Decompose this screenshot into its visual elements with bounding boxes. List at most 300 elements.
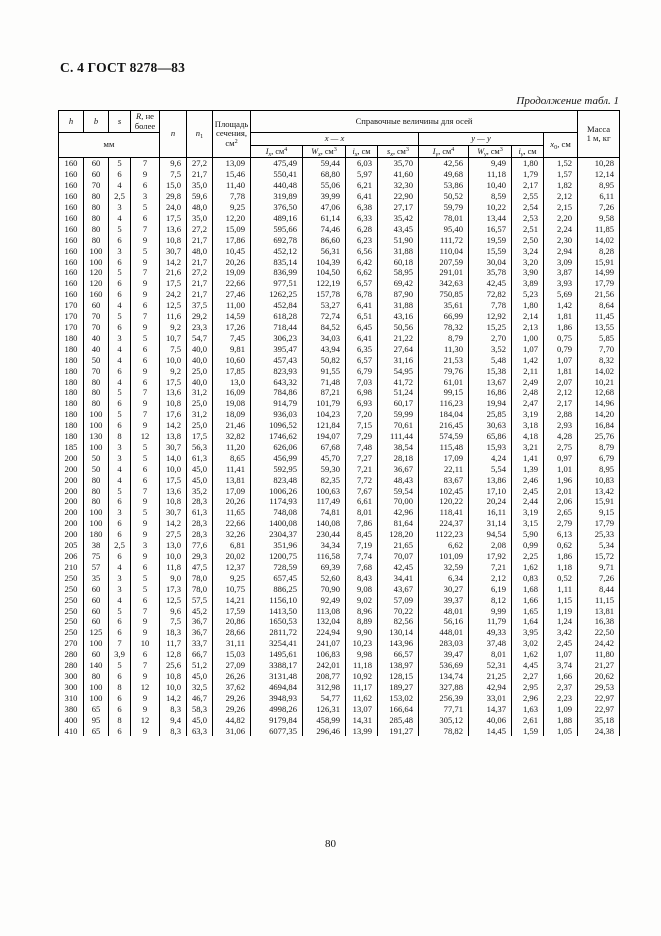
cell-12: 5,48 [469, 355, 512, 366]
table-row [59, 507, 620, 518]
cell-2: 6 [109, 235, 131, 246]
cell-4: 10,7 [160, 333, 187, 344]
cell-10: 69,42 [378, 278, 419, 289]
table-row [59, 496, 620, 507]
cell-7: 376,50 [251, 202, 303, 213]
cell-10: 189,27 [378, 682, 419, 693]
cell-7: 657,45 [251, 573, 303, 584]
cell-2: 3 [109, 442, 131, 453]
cell-3: 6 [131, 649, 160, 660]
cell-9: 10,92 [346, 671, 378, 682]
col-header-iy-moment: $I_y$, $см^4$ [419, 145, 469, 158]
cell-4: 18,3 [160, 627, 187, 638]
cell-0: 185 [64, 441, 78, 452]
cell-11: 256,39 [419, 693, 469, 704]
cell-6: 32,82 [213, 431, 251, 442]
cell-14: 3,93 [544, 278, 578, 289]
cell-3: 9 [131, 289, 160, 300]
cell-12: 31,14 [469, 518, 512, 529]
table-row [59, 595, 620, 606]
cell-7: 319,89 [251, 191, 303, 202]
cell-0: 210 [64, 561, 78, 572]
cell-6: 15,46 [213, 169, 251, 180]
cell-11: 574,59 [419, 431, 469, 442]
cell-3: 9 [131, 693, 160, 704]
cell-2: 5 [109, 409, 131, 420]
cell-13: 3,90 [512, 267, 544, 278]
cell-2: 4 [109, 562, 131, 573]
cell-13: 2,61 [512, 715, 544, 726]
cell-2: 5 [109, 311, 131, 322]
cell-15: 10,28 [578, 158, 620, 169]
cell-9: 6,62 [346, 267, 378, 278]
cell-0: 160 [64, 212, 78, 223]
cell-6: 19,08 [213, 398, 251, 409]
cell-3: 10 [131, 638, 160, 649]
cell-0: 270 [64, 638, 78, 649]
cell-5: 21,7 [187, 257, 213, 268]
table-row [59, 616, 620, 627]
cell-4: 17,5 [160, 377, 187, 388]
cell-9: 6,57 [346, 278, 378, 289]
cell-9: 6,41 [346, 300, 378, 311]
cell-0: 380 [64, 703, 78, 714]
cell-15: 25,76 [578, 431, 620, 442]
cell-6: 27,46 [213, 289, 251, 300]
cell-7: 456,99 [251, 453, 303, 464]
table-row [59, 409, 620, 420]
cell-14: 3,74 [544, 660, 578, 671]
cell-0: 280 [64, 660, 78, 671]
col-header-b: b [84, 111, 109, 133]
cell-15: 12,14 [578, 169, 620, 180]
cell-8: 132,04 [303, 616, 346, 627]
cell-6: 20,26 [213, 496, 251, 507]
cell-9: 13,99 [346, 726, 378, 737]
cell-3: 9 [131, 496, 160, 507]
cell-11: 536,69 [419, 660, 469, 671]
cell-3: 7 [131, 606, 160, 617]
cell-12: 8,01 [469, 649, 512, 660]
cell-2: 5 [109, 660, 131, 671]
cell-2: 3,9 [109, 649, 131, 660]
cell-14: 0,79 [544, 344, 578, 355]
cell-5: 45,0 [187, 464, 213, 475]
cell-9: 11,18 [346, 660, 378, 671]
cell-1: 100 [84, 638, 109, 649]
cell-12: 42,94 [469, 682, 512, 693]
cell-15: 13,81 [578, 606, 620, 617]
cell-15: 8,28 [578, 246, 620, 257]
cell-8: 84,52 [303, 322, 346, 333]
cell-5: 45,0 [187, 475, 213, 486]
cell-11: 42,56 [419, 158, 469, 169]
cell-15: 15,91 [578, 257, 620, 268]
cell-0: 180 [64, 332, 78, 343]
cell-1: 80 [84, 496, 109, 507]
cell-12: 25,85 [469, 409, 512, 420]
cell-1: 100 [84, 257, 109, 268]
cell-8: 71,48 [303, 377, 346, 388]
cell-14: 2,37 [544, 682, 578, 693]
cell-6: 17,85 [213, 366, 251, 377]
cell-12: 16,57 [469, 224, 512, 235]
cell-6: 9,25 [213, 202, 251, 213]
cell-8: 121,84 [303, 420, 346, 431]
cell-11: 11,30 [419, 344, 469, 355]
cell-5: 46,7 [187, 693, 213, 704]
cell-4: 30,7 [160, 507, 187, 518]
cell-12: 11,79 [469, 616, 512, 627]
cell-6: 28,66 [213, 627, 251, 638]
cell-11: 115,48 [419, 442, 469, 453]
cell-9: 11,17 [346, 682, 378, 693]
table-row [59, 300, 620, 311]
cell-14: 1,11 [544, 584, 578, 595]
cell-8: 87,21 [303, 387, 346, 398]
cell-1: 140 [84, 660, 109, 671]
cell-9: 6,41 [346, 333, 378, 344]
cell-5: 35,0 [187, 213, 213, 224]
cell-12: 21,25 [469, 671, 512, 682]
cell-7: 1495,61 [251, 649, 303, 660]
cell-10: 34,41 [378, 573, 419, 584]
cell-6: 17,26 [213, 322, 251, 333]
cell-8: 100,63 [303, 486, 346, 497]
cell-15: 8,95 [578, 464, 620, 475]
cell-9: 6,28 [346, 224, 378, 235]
cell-13: 2,54 [512, 202, 544, 213]
cell-13: 3,20 [512, 257, 544, 268]
cell-14: 2,20 [544, 213, 578, 224]
cell-12: 2,08 [469, 540, 512, 551]
cell-11: 48,01 [419, 606, 469, 617]
cell-0: 180 [64, 376, 78, 387]
cell-5: 27,2 [187, 158, 213, 169]
cell-6: 17,86 [213, 235, 251, 246]
cell-6: 11,65 [213, 507, 251, 518]
cell-1: 60 [84, 595, 109, 606]
table-header [59, 111, 620, 158]
cell-15: 13,42 [578, 486, 620, 497]
cell-1: 40 [84, 333, 109, 344]
cell-11: 111,72 [419, 235, 469, 246]
cell-14: 4,28 [544, 431, 578, 442]
col-header-wx: $W_x$, $см^3$ [303, 145, 346, 158]
cell-10: 43,67 [378, 584, 419, 595]
col-header-r: R, не более [131, 111, 160, 133]
cell-6: 22,66 [213, 518, 251, 529]
cell-6: 21,46 [213, 420, 251, 431]
cell-7: 914,79 [251, 398, 303, 409]
cell-6: 22,66 [213, 278, 251, 289]
cell-0: 206 [64, 551, 78, 561]
cell-10: 51,90 [378, 235, 419, 246]
cell-4: 13,6 [160, 486, 187, 497]
cell-0: 180 [64, 387, 78, 398]
cell-3: 6 [131, 475, 160, 486]
cell-15: 29,53 [578, 682, 620, 693]
cell-1: 60 [84, 606, 109, 617]
cell-9: 11,62 [346, 693, 378, 704]
cell-4: 10,0 [160, 682, 187, 693]
cell-5: 63,3 [187, 726, 213, 737]
cell-13: 2,48 [512, 387, 544, 398]
cell-6: 11,00 [213, 300, 251, 311]
cell-11: 22,11 [419, 464, 469, 475]
page-number: 80 [325, 838, 336, 850]
cell-15: 6,79 [578, 453, 620, 464]
cell-9: 6,38 [346, 202, 378, 213]
cell-4: 21,6 [160, 267, 187, 278]
cell-6: 32,26 [213, 529, 251, 540]
cell-3: 5 [131, 202, 160, 213]
cell-11: 184,04 [419, 409, 469, 420]
cell-0: 200 [64, 518, 78, 529]
cell-5: 36,7 [187, 627, 213, 638]
cell-2: 6 [109, 257, 131, 268]
cell-0: 400 [64, 714, 78, 725]
table-row [59, 693, 620, 704]
cell-1: 180 [84, 529, 109, 540]
cell-4: 9,4 [160, 715, 187, 726]
cell-15: 14,96 [578, 398, 620, 409]
table-row [59, 475, 620, 486]
cell-15: 9,71 [578, 562, 620, 573]
cell-9: 9,90 [346, 627, 378, 638]
cell-8: 101,79 [303, 398, 346, 409]
table-row [59, 202, 620, 213]
cell-6: 29,26 [213, 704, 251, 715]
cell-0: 200 [64, 496, 78, 507]
cell-14: 2,01 [544, 486, 578, 497]
cell-0: 200 [64, 507, 78, 518]
cell-4: 29,8 [160, 191, 187, 202]
cell-6: 13,09 [213, 158, 251, 169]
cell-10: 153,02 [378, 693, 419, 704]
cell-9: 9,98 [346, 649, 378, 660]
cell-9: 7,27 [346, 453, 378, 464]
cell-7: 306,23 [251, 333, 303, 344]
cell-7: 9179,84 [251, 715, 303, 726]
cell-5: 40,0 [187, 344, 213, 355]
cell-0: 160 [64, 158, 78, 169]
cell-5: 35,0 [187, 180, 213, 191]
cell-1: 100 [84, 409, 109, 420]
cell-6: 10,60 [213, 355, 251, 366]
cell-4: 14,2 [160, 257, 187, 268]
cell-6: 12,37 [213, 562, 251, 573]
cell-9: 6,61 [346, 496, 378, 507]
col-header-iy-radius: $i_y$, см [512, 145, 544, 158]
cell-13: 4,18 [512, 431, 544, 442]
cell-14: 2,12 [544, 387, 578, 398]
cell-3: 6 [131, 213, 160, 224]
table-row [59, 682, 620, 693]
cell-11: 39,37 [419, 595, 469, 606]
cell-8: 61,14 [303, 213, 346, 224]
cell-14: 2,93 [544, 420, 578, 431]
cell-7: 452,84 [251, 300, 303, 311]
cell-12: 15,38 [469, 366, 512, 377]
cell-3: 7 [131, 158, 160, 169]
cell-8: 122,19 [303, 278, 346, 289]
cell-15: 10,21 [578, 377, 620, 388]
col-header-mass: Масса 1 м, кг [578, 111, 620, 158]
cell-13: 1,80 [512, 158, 544, 169]
cell-12: 10,22 [469, 202, 512, 213]
cell-10: 35,42 [378, 213, 419, 224]
cell-0: 160 [64, 256, 78, 267]
cell-15: 14,02 [578, 235, 620, 246]
cell-4: 12,5 [160, 595, 187, 606]
cell-3: 5 [131, 246, 160, 257]
cell-0: 180 [64, 343, 78, 354]
cell-3: 12 [131, 431, 160, 442]
col-header-ix-moment: $I_x$, $см^4$ [251, 145, 303, 158]
cell-9: 7,20 [346, 409, 378, 420]
cell-8: 82,35 [303, 475, 346, 486]
cell-8: 47,06 [303, 202, 346, 213]
table-row [59, 649, 620, 660]
cell-7: 1650,53 [251, 616, 303, 627]
cell-13: 1,07 [512, 344, 544, 355]
cell-13: 2,45 [512, 486, 544, 497]
table-row [59, 191, 620, 202]
cell-13: 1,62 [512, 562, 544, 573]
cell-1: 80 [84, 213, 109, 224]
cell-10: 50,56 [378, 322, 419, 333]
cell-2: 3 [109, 453, 131, 464]
cell-7: 2304,37 [251, 529, 303, 540]
cell-13: 3,02 [512, 638, 544, 649]
cell-3: 6 [131, 595, 160, 606]
cell-3: 9 [131, 398, 160, 409]
table-row [59, 638, 620, 649]
cell-0: 160 [64, 180, 78, 191]
cell-7: 1413,50 [251, 606, 303, 617]
cell-7: 692,78 [251, 235, 303, 246]
table-continuation-note: Продолжение табл. 1 [516, 95, 619, 107]
cell-10: 128,20 [378, 529, 419, 540]
cell-10: 70,07 [378, 551, 419, 562]
cell-6: 20,86 [213, 616, 251, 627]
cell-5: 27,2 [187, 267, 213, 278]
cell-10: 28,18 [378, 453, 419, 464]
cell-2: 6 [109, 289, 131, 300]
cell-2: 3 [109, 573, 131, 584]
cell-10: 51,24 [378, 387, 419, 398]
cell-12: 19,59 [469, 235, 512, 246]
cell-14: 2,65 [544, 507, 578, 518]
cell-10: 31,88 [378, 300, 419, 311]
cell-5: 61,3 [187, 507, 213, 518]
cell-14: 1,07 [544, 649, 578, 660]
cell-1: 100 [84, 246, 109, 257]
table-row [59, 518, 620, 529]
cell-13: 2,53 [512, 213, 544, 224]
col-header-h: h [59, 111, 84, 133]
cell-5: 78,0 [187, 584, 213, 595]
cell-6: 6,81 [213, 540, 251, 551]
cell-6: 11,41 [213, 464, 251, 475]
cell-15: 22,97 [578, 704, 620, 715]
cell-14: 2,75 [544, 442, 578, 453]
cell-5: 61,3 [187, 453, 213, 464]
cell-5: 48,0 [187, 246, 213, 257]
mm-units-header: мм [59, 133, 160, 158]
cell-14: 1,57 [544, 169, 578, 180]
table-row [59, 377, 620, 388]
cell-3: 6 [131, 464, 160, 475]
cell-11: 283,03 [419, 638, 469, 649]
cell-4: 14,2 [160, 420, 187, 431]
cell-7: 457,43 [251, 355, 303, 366]
cell-11: 50,52 [419, 191, 469, 202]
cell-1: 130 [84, 431, 109, 442]
cell-0: 250 [64, 616, 78, 627]
cell-14: 2,79 [544, 518, 578, 529]
cell-7: 748,08 [251, 507, 303, 518]
cell-6: 13,81 [213, 475, 251, 486]
cell-15: 8,64 [578, 300, 620, 311]
cell-4: 10,8 [160, 398, 187, 409]
cell-6: 17,09 [213, 486, 251, 497]
cell-11: 224,37 [419, 518, 469, 529]
cell-9: 6,45 [346, 322, 378, 333]
table-row [59, 606, 620, 617]
cell-7: 3388,17 [251, 660, 303, 671]
cell-13: 5,23 [512, 289, 544, 300]
table-row [59, 660, 620, 671]
cell-3: 6 [131, 355, 160, 366]
cell-8: 86,60 [303, 235, 346, 246]
cell-8: 230,44 [303, 529, 346, 540]
cell-1: 80 [84, 235, 109, 246]
cell-2: 6 [109, 278, 131, 289]
cell-4: 9,2 [160, 322, 187, 333]
cell-2: 4 [109, 344, 131, 355]
cell-9: 9,02 [346, 595, 378, 606]
cell-15: 7,70 [578, 344, 620, 355]
cell-12: 9,49 [469, 158, 512, 169]
cell-5: 54,7 [187, 333, 213, 344]
cell-3: 12 [131, 715, 160, 726]
cell-6: 9,81 [213, 344, 251, 355]
cell-5: 21,7 [187, 278, 213, 289]
cell-2: 4 [109, 464, 131, 475]
cell-1: 80 [84, 398, 109, 409]
cell-12: 94,54 [469, 529, 512, 540]
table-row [59, 289, 620, 300]
cell-5: 25,0 [187, 366, 213, 377]
table-row [59, 671, 620, 682]
cell-5: 51,2 [187, 660, 213, 671]
cell-9: 6,21 [346, 180, 378, 191]
cell-5: 28,3 [187, 518, 213, 529]
cell-1: 100 [84, 682, 109, 693]
cell-10: 43,16 [378, 311, 419, 322]
cell-9: 7,29 [346, 431, 378, 442]
cell-5: 33,7 [187, 638, 213, 649]
cell-4: 13,8 [160, 431, 187, 442]
cell-15: 5,34 [578, 540, 620, 551]
cell-9: 8,45 [346, 529, 378, 540]
cell-12: 5,54 [469, 464, 512, 475]
cell-0: 180 [64, 420, 78, 431]
cell-5: 21,7 [187, 169, 213, 180]
cell-12: 2,70 [469, 333, 512, 344]
